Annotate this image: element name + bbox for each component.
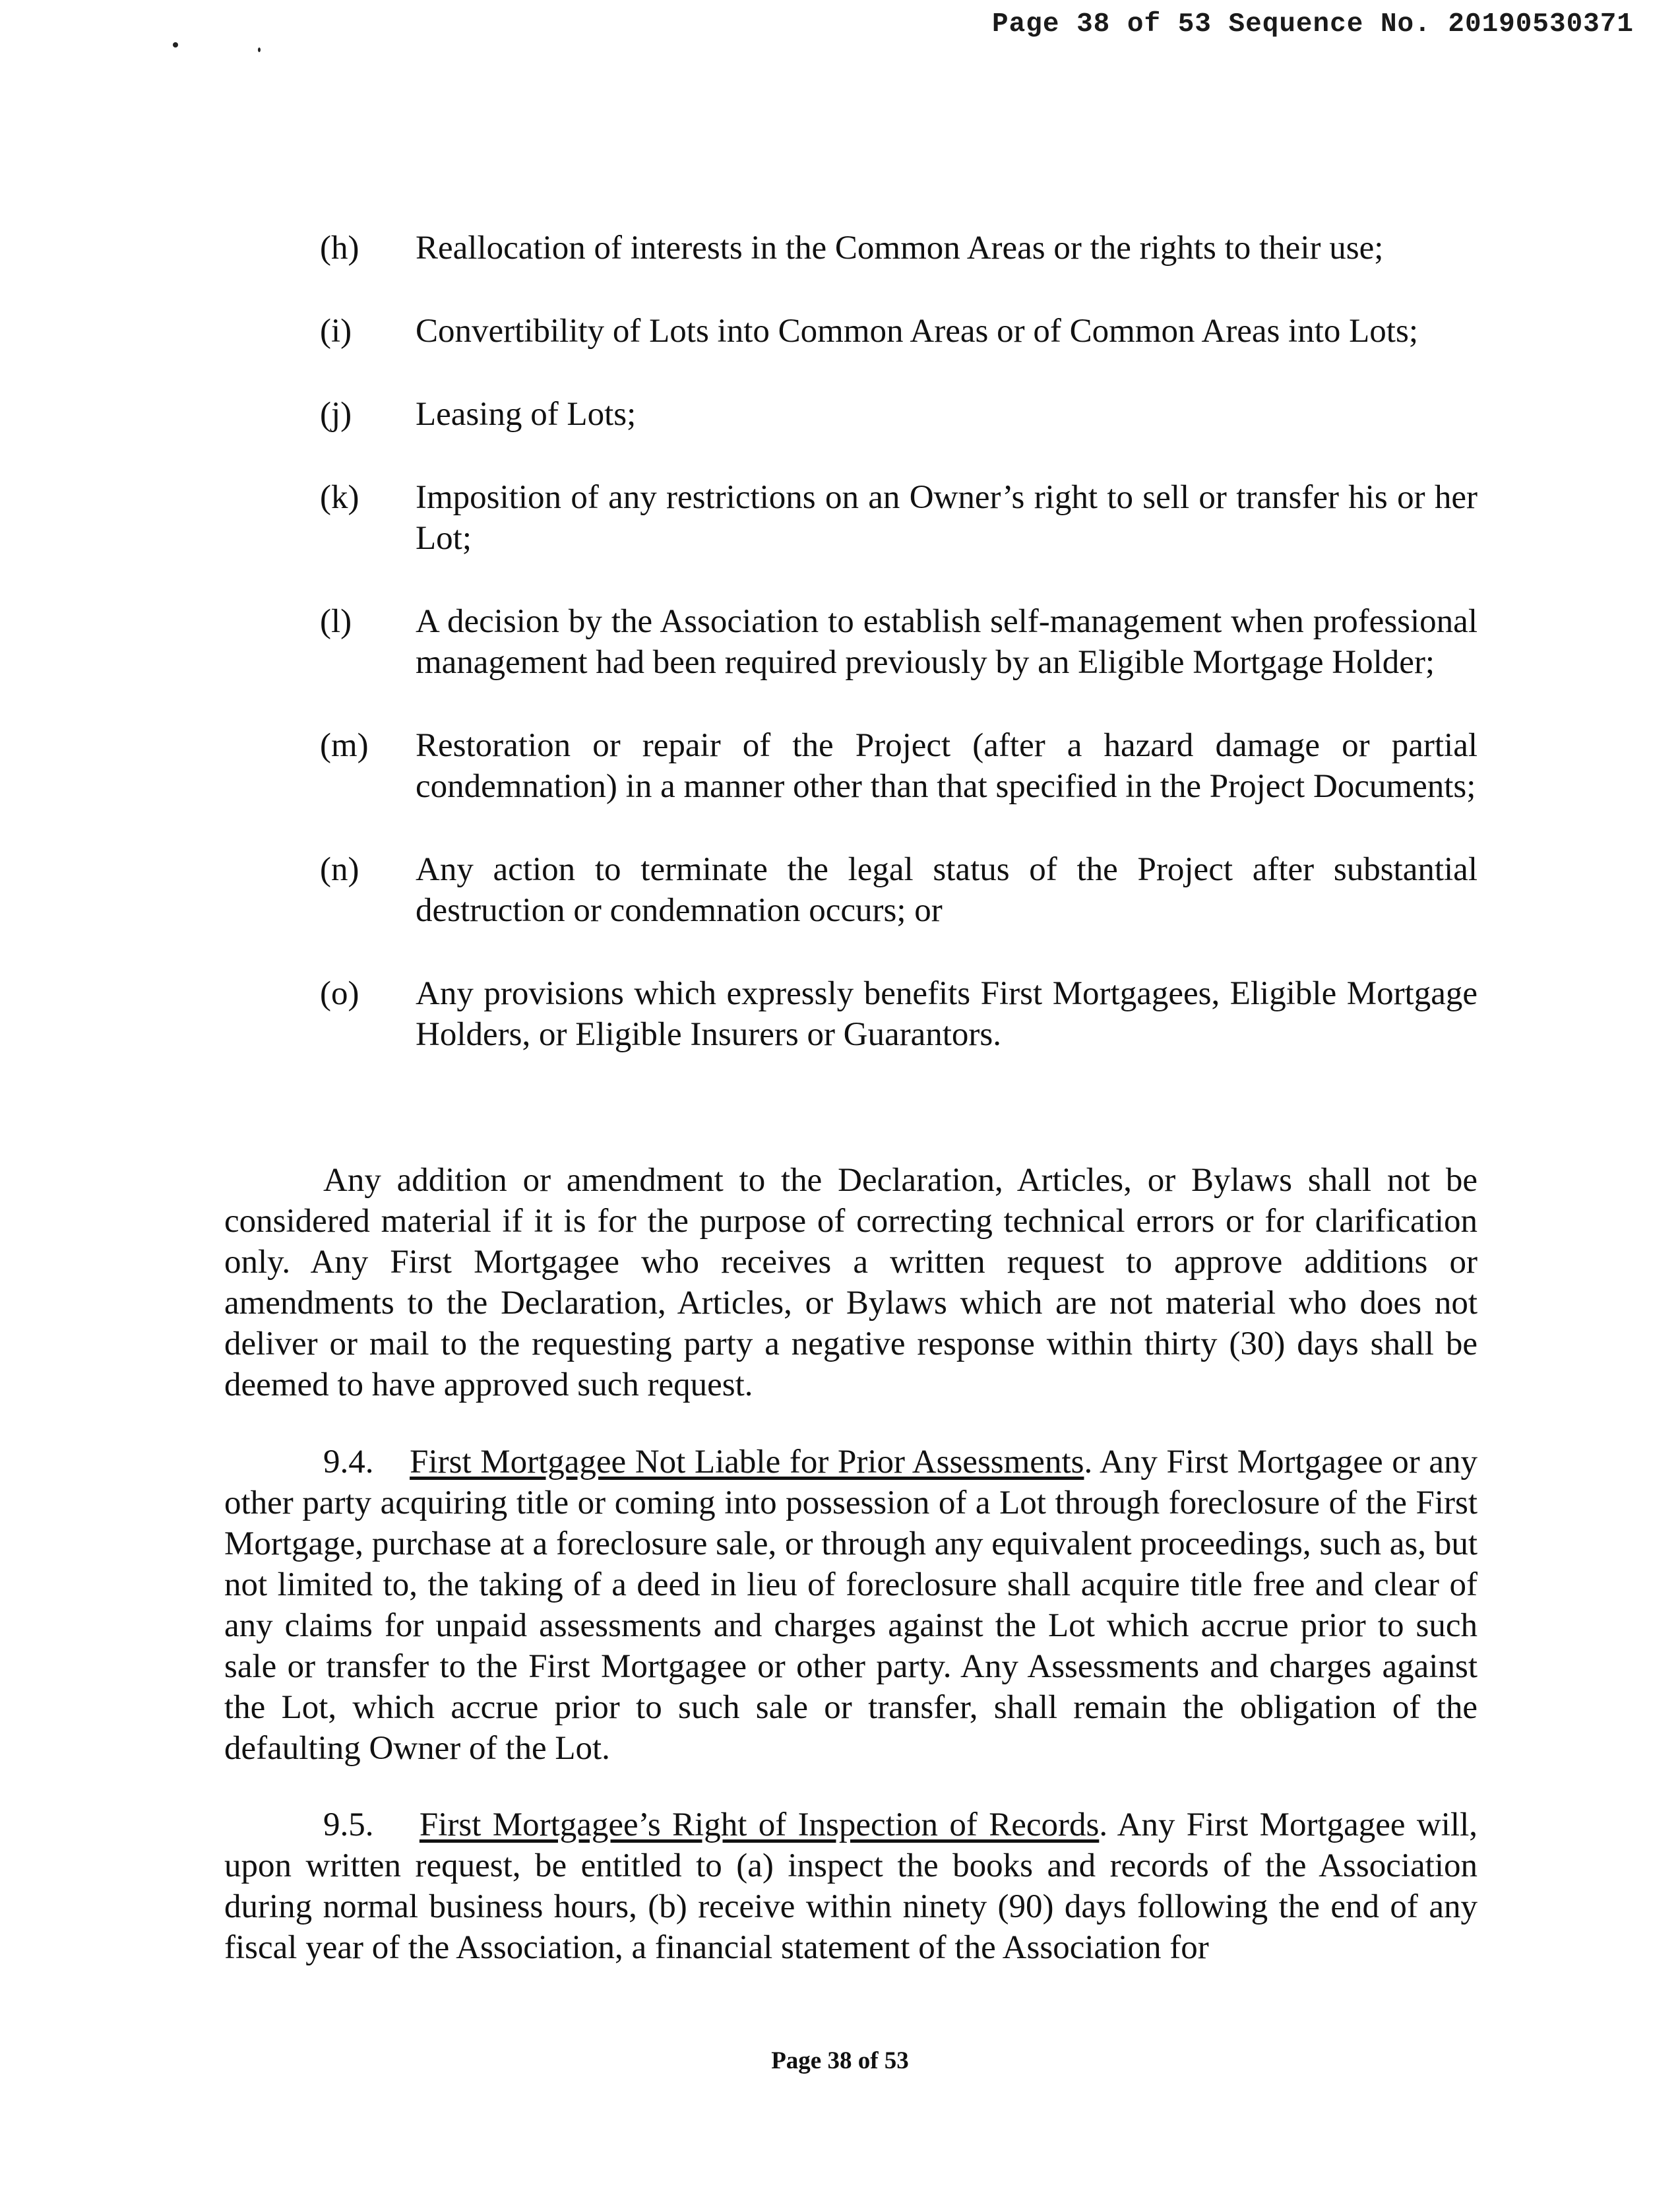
list-text: Any provisions which expressly benefits First Mortgagees, Eligible Mortgage Holders, or Eligible Insurers or Guarantors. xyxy=(416,975,1478,1053)
list-text: Leasing of Lots; xyxy=(416,396,637,433)
section-9-4 xyxy=(224,1442,1478,1769)
list-marker: (m) xyxy=(320,727,369,764)
list-text: Any action to terminate the legal status of the Project after substantial destruction or condemnation occurs; or xyxy=(416,851,1478,929)
list-marker: (o) xyxy=(320,975,359,1012)
list-text: A decision by the Association to establish self-management when professional management had been required previously by an Eligible Mortgage Holder; xyxy=(416,603,1478,681)
list-item xyxy=(224,394,1478,435)
section-heading: First Mortgagee Not Liable for Prior Assessments xyxy=(410,1444,1084,1481)
list-text: Imposition of any restrictions on an Owner’s right to sell or transfer his or her Lot; xyxy=(416,479,1478,557)
list-item xyxy=(224,228,1478,269)
section-heading: First Mortgagee’s Right of Inspection of Records xyxy=(419,1806,1100,1843)
list-item xyxy=(224,973,1478,1055)
sequence-stamp: Page 38 of 53 Sequence No. 20190530371 xyxy=(992,9,1634,40)
list-marker: (h) xyxy=(320,230,359,267)
list-text: Reallocation of interests in the Common Areas or the rights to their use; xyxy=(416,230,1384,267)
list-item xyxy=(224,601,1478,683)
list-item xyxy=(224,311,1478,352)
list-marker: (i) xyxy=(320,313,352,350)
section-number: 9.4. xyxy=(323,1444,374,1481)
section-body: . Any First Mortgagee will, upon written request, be entitled to (a) inspect the books and records of the Association during normal business hours, (b) receive within ninety (90) days following the end of any fiscal year of the Association, a financial statement of the Association for xyxy=(224,1806,1478,1966)
page-footer: Page 38 of 53 xyxy=(771,2047,909,2074)
amendment-list xyxy=(224,228,1478,1097)
section-number: 9.5. xyxy=(323,1806,374,1843)
section-body: . Any First Mortgagee or any other party acquiring title or coming into possession of a Lot through foreclosure of the First Mortgage, purchase at a foreclosure sale, or through any equivalent proceedings, such as, but not limited to, the taking of a deed in lieu of foreclosure shall acquire title free and clear of any claims for unpaid assessments and charges against the Lot which accrue prior to such sale or transfer to the First Mortgagee or other party. Any Assessments and charges against the Lot, which accrue prior to such sale or transfer, shall remain the obligation of the defaulting Owner of the Lot. xyxy=(224,1444,1478,1767)
list-text: Restoration or repair of the Project (after a hazard damage or partial condemnation) in a manner other than that specified in the Project Documents; xyxy=(416,727,1478,805)
amendment-paragraph: Any addition or amendment to the Declaration, Articles, or Bylaws shall not be considered material if it is for the purpose of correcting technical errors or for clarification only. Any First Mortgagee who receives a written request to approve additions or amendments to the Declaration, Articles, or Bylaws which are not material who does not deliver or mail to the requesting party a negative response within thirty (30) days shall be deemed to have approved such request. xyxy=(224,1162,1478,1403)
scan-artifact xyxy=(258,48,261,52)
section-9-5 xyxy=(224,1804,1478,1968)
list-item xyxy=(224,849,1478,931)
list-marker: (n) xyxy=(320,851,359,888)
list-marker: (k) xyxy=(320,479,359,516)
list-marker: (j) xyxy=(320,396,352,433)
list-item xyxy=(224,725,1478,807)
scan-artifact xyxy=(173,42,178,48)
list-marker: (l) xyxy=(320,603,352,640)
list-text: Convertibility of Lots into Common Areas or of Common Areas into Lots; xyxy=(416,313,1418,350)
list-item xyxy=(224,477,1478,559)
